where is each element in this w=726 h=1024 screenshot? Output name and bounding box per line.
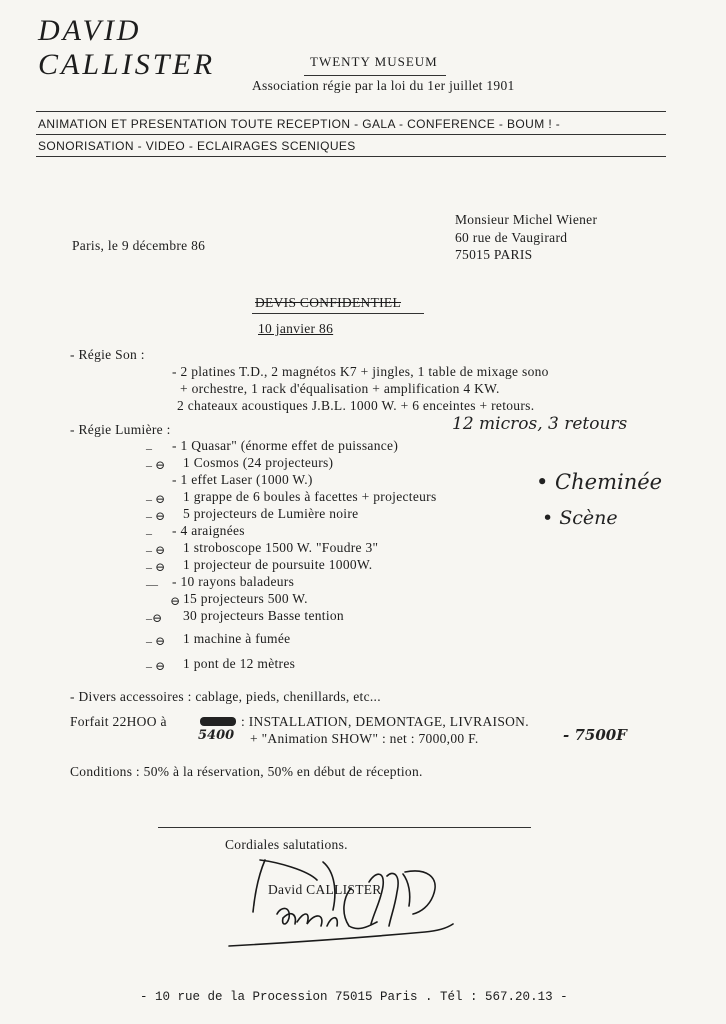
- association-line: Association régie par la loi du 1er juillet 1901: [252, 78, 515, 93]
- lumiere-item: - 4 araignées: [172, 523, 245, 538]
- lumiere-item: 1 Cosmos (24 projecteurs): [183, 455, 334, 470]
- footer-address: - 10 rue de la Procession 75015 Paris . Tél : 567.20.13 -: [140, 990, 568, 1004]
- lumiere-item: 30 projecteurs Basse tention: [183, 608, 344, 623]
- item-mark: – ⊖: [146, 492, 166, 506]
- item-mark: –: [146, 441, 152, 455]
- museum-name: TWENTY MUSEUM: [310, 54, 438, 69]
- forfait-line2: + "Animation SHOW" : net : 7000,00 F.: [250, 731, 479, 746]
- salutation: Cordiales salutations.: [225, 837, 348, 852]
- lumiere-item: - 10 rayons baladeurs: [172, 574, 295, 589]
- lumiere-item: 15 projecteurs 500 W.: [183, 591, 308, 606]
- handwritten-5400: 5400: [198, 728, 235, 743]
- item-mark: – ⊖: [146, 543, 166, 557]
- item-mark: – ⊖: [146, 560, 166, 574]
- museum-underline: [304, 75, 446, 76]
- item-mark: –: [146, 526, 152, 540]
- signature-scribble: [225, 852, 455, 952]
- item-mark: – ⊖: [146, 458, 166, 472]
- divider-middle: [36, 134, 666, 135]
- divers-line: - Divers accessoires : cablage, pieds, chenillards, etc...: [70, 689, 381, 704]
- recipient-street: 60 rue de Vaugirard: [455, 230, 568, 245]
- lumiere-item: 1 projecteur de poursuite 1000W.: [183, 557, 373, 572]
- handwritten-minus-7500: - 7500F: [563, 726, 627, 744]
- regie-lumiere-heading: - Régie Lumière :: [70, 422, 171, 437]
- closing-divider: [158, 827, 531, 828]
- lumiere-item: 1 pont de 12 mètres: [183, 656, 296, 671]
- divider-bottom: [36, 156, 666, 157]
- item-mark: – ⊖: [146, 659, 166, 673]
- letter-date: Paris, le 9 décembre 86: [72, 238, 206, 253]
- conditions-line: Conditions : 50% à la réservation, 50% en début de réception.: [70, 764, 423, 779]
- services-line2: SONORISATION - VIDEO - ECLAIRAGES SCENIQUES: [38, 139, 356, 153]
- scribbled-out-price: [200, 717, 236, 726]
- item-mark: ⊖: [170, 594, 181, 608]
- regie-son-line: - 2 platines T.D., 2 magnétos K7 + jingles, 1 table de mixage sono: [172, 364, 549, 379]
- regie-son-heading: - Régie Son :: [70, 347, 145, 362]
- lumiere-item: 1 machine à fumée: [183, 631, 291, 646]
- regie-son-line: + orchestre, 1 rack d'équalisation + amplification 4 KW.: [180, 381, 500, 396]
- item-mark: –⊖: [146, 611, 163, 625]
- letterhead-name-line1: DAVID: [38, 14, 142, 47]
- title-underline: [252, 313, 424, 314]
- services-line1: ANIMATION ET PRESENTATION TOUTE RECEPTION - GALA - CONFERENCE - BOUM ! -: [38, 117, 561, 131]
- recipient-city: 75015 PARIS: [455, 247, 533, 262]
- item-mark: – ⊖: [146, 634, 166, 648]
- lumiere-item: 1 grappe de 6 boules à facettes + projecteurs: [183, 489, 437, 504]
- item-mark: – ⊖: [146, 509, 166, 523]
- regie-son-line: 2 chateaux acoustiques J.B.L. 1000 W. + 6 enceintes + retours.: [177, 398, 535, 413]
- lumiere-item: 1 stroboscope 1500 W. "Foudre 3": [183, 540, 379, 555]
- handwritten-cheminee: • Cheminée: [536, 470, 663, 494]
- divider-top: [36, 111, 666, 112]
- letterhead-name-line2: CALLISTER: [38, 48, 216, 81]
- lumiere-item: 5 projecteurs de Lumière noire: [183, 506, 359, 521]
- document-title: DEVIS CONFIDENTIEL: [255, 295, 402, 310]
- title-date: 10 janvier 86: [258, 321, 334, 336]
- forfait-prefix: Forfait 22HOO à: [70, 714, 167, 729]
- signature-typed-name: David CALLISTER: [268, 882, 382, 897]
- recipient-name: Monsieur Michel Wiener: [455, 212, 598, 227]
- forfait-suffix: : INSTALLATION, DEMONTAGE, LIVRAISON.: [241, 714, 529, 729]
- item-mark: —: [146, 577, 158, 591]
- handwritten-scene: • Scène: [542, 507, 618, 529]
- lumiere-item: - 1 Quasar" (énorme effet de puissance): [172, 438, 399, 453]
- lumiere-item: - 1 effet Laser (1000 W.): [172, 472, 313, 487]
- handwritten-micros-note: 12 micros, 3 retours: [452, 414, 628, 434]
